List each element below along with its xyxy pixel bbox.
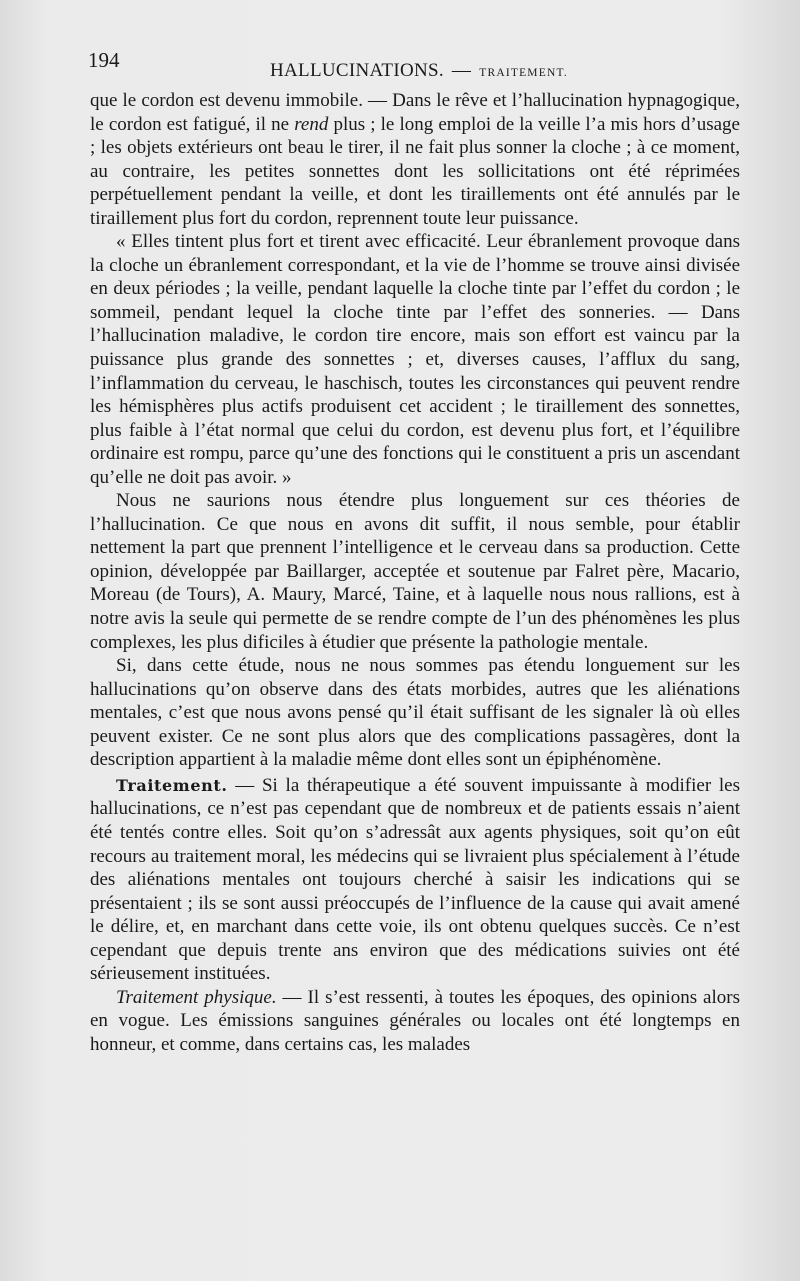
paragraph-text: Si, dans cette étude, nous ne nous sommes pas étendu longuement sur les hallucinations qu’on observe dans des états morbides, autres que les aliénations mentales, c’est que nous avons pensé qu’il était suffisant de les signaler là où elles peuvent exister. Ce ne sont plus alors que des complications passagères, dont la description appartient à la maladie même dont elles sont un épiphénomène. (90, 655, 740, 771)
paragraph (90, 774, 740, 986)
paragraph-text: plus ; le long emploi de la veille l’a mis hors d’usage ; les objets extérieurs ont beau le tirer, il ne fait plus sonner la cloche ; à ce moment, au contraire, les petites sonnettes dont les sollicitations ont été réprimées perpétuellement pendant la veille, et dont les tiraillements ont été annulés par le tiraillement plus fort du cordon, reprennent toute leur puissance. (90, 113, 740, 229)
running-title-section: TRAITEMENT. (479, 67, 568, 79)
paragraph (90, 489, 740, 654)
running-title-dash: — (451, 60, 472, 81)
body-text (90, 89, 740, 1056)
running-title-main: HALLUCINATIONS. (270, 60, 444, 81)
paragraph (90, 654, 740, 772)
paragraph (90, 230, 740, 489)
paragraph (90, 89, 740, 230)
running-title (270, 60, 568, 82)
paragraph-text: « Elles tintent plus fort et tirent avec efficacité. Leur ébranlement provoque dans la cloche un ébranlement correspondant, et la vie de l’homme se trouve ainsi divisée en deux périodes ; la veille, pendant laquelle la cloche tinte par l’effet du cordon ; le sommeil, pendant lequel la cloche tinte par l’effet des sonneries. — Dans l’hallucination maladive, le cordon tire encore, mais son effort est vaincu par la puissance plus grande des sonnettes ; et, diverses causes, l’afflux du sang, l’inflammation du cerveau, le haschisch, toutes les circonstances qui peuvent rendre les hémisphères plus actifs produisent cet accident ; le tiraillement des sonnettes, plus faible à l’état normal que celui du cordon, est devenu plus fort, et l’équilibre ordinaire est rompu, parce qu’une des fonctions qui le constituent a pris un ascendant qu’elle ne doit pas avoir. » (90, 231, 740, 488)
paragraph-text: Nous ne saurions nous étendre plus longuement sur ces théories de l’hallucination. Ce que nous en avons dit suffit, il nous semble, pour établir nettement la part que prennent l’intelligence et le cerveau dans sa production. Cette opinion, développée par Baillarger, acceptée et soutenue par Falret père, Macario, Moreau (de Tours), A. Maury, Marcé, Taine, et à laquelle nous nous rallions, est à notre avis la seule qui permette de se rendre compte de l’un des phénomènes les plus complexes, les plus dificiles à étudier que présente la pathologie mentale. (90, 490, 740, 653)
running-head (86, 48, 746, 84)
italic-text: rend (294, 113, 329, 135)
paragraph (90, 986, 740, 1057)
paragraph-text: que le cordon est devenu immobile. — Dans le rêve et l’hallucination hypnagogique, le cordon est fatigué, il ne (90, 90, 740, 135)
section-heading: Traitement. (116, 775, 228, 795)
paragraph-text: — Si la thérapeutique a été souvent impuissante à modifier les hallucinations, ce n’est pas cependant que de nombreux et de patients essais n’aient été tentés contre elles. Soit qu’on s’adressât aux agents physiques, soit qu’on eût recours au traitement moral, les médecins qui se livraient plus spécialement à l’étude des aliénations mentales ont toujours cherché à saisir les indications qui se présentaient ; ils se sont aussi préoccupés de l’influence de la cause qui avait amené le délire, et, en marchant dans cette voie, ils ont obtenu quelques succès. Ce n’est cependant que depuis trente ans environ que des médications suivies ont été sérieusement instituées. (90, 774, 740, 985)
page-number: 194 (88, 48, 120, 72)
italic-text: Traitement physique. (116, 986, 277, 1008)
paragraph-text: — Il s’est ressenti, à toutes les époques, des opinions alors en vogue. Les émissions sanguines générales ou locales ont été longtemps en honneur, et comme, dans certains cas, les malades (90, 986, 740, 1055)
